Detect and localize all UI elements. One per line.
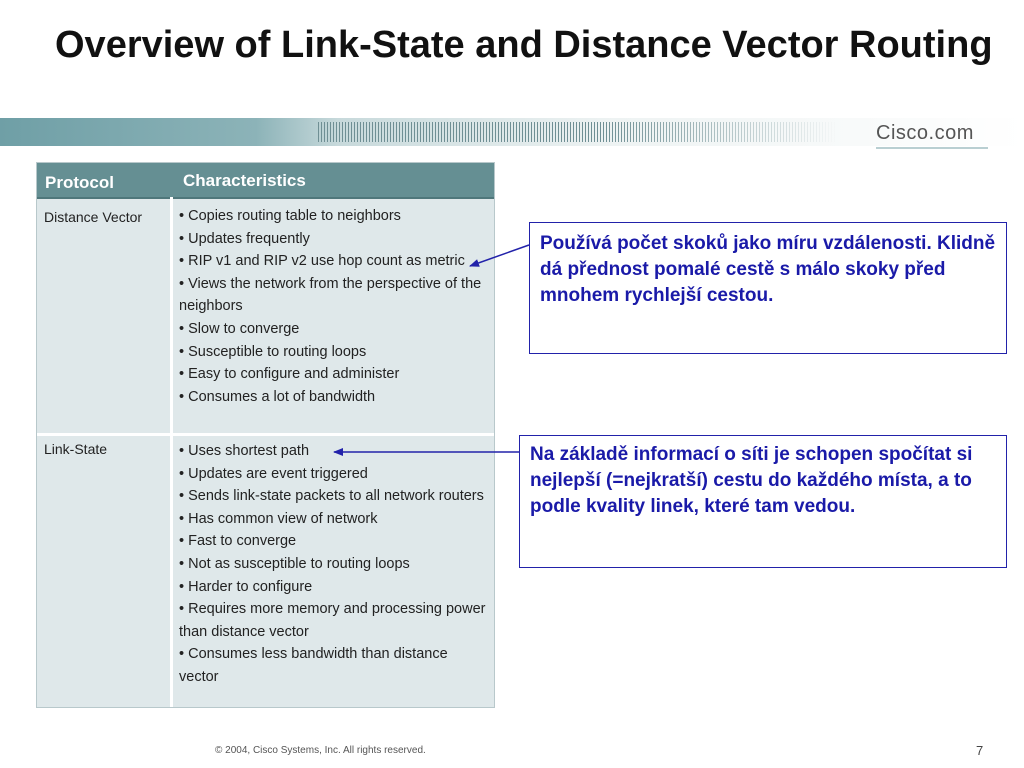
list-item: • Fast to converge (179, 530, 491, 553)
list-item: • Has common view of network (179, 508, 491, 531)
list-item: • RIP v1 and RIP v2 use hop count as metric (179, 250, 491, 273)
list-item: • Consumes less bandwidth than distance vector (179, 643, 491, 688)
list-item: • Susceptible to routing loops (179, 341, 491, 364)
protocol-link-state: Link-State (44, 441, 108, 457)
list-item: • Sends link-state packets to all network routers (179, 485, 491, 508)
page-number: 7 (976, 743, 984, 758)
arrow-to-hop-count (470, 245, 529, 266)
header-protocol: Protocol (45, 173, 114, 192)
list-item: • Easy to configure and administer (179, 363, 491, 386)
list-item: • Requires more memory and processing power than distance vector (179, 598, 491, 643)
brand-logo: Cisco.com (876, 122, 974, 144)
callout-hop-count-note: Používá počet skoků jako míru vzdálenosti. Klidně dá přednost pomalé cestě s málo skoky před mnohem rychlejší cestou. (529, 222, 1007, 354)
list-item: • Not as susceptible to routing loops (179, 553, 491, 576)
list-item: • Harder to configure (179, 576, 491, 599)
header-characteristics: Characteristics (183, 171, 306, 190)
slide-title: Overview of Link-State and Distance Vector Routing (55, 24, 993, 66)
list-item: • Uses shortest path (179, 440, 491, 463)
list-item: • Copies routing table to neighbors (179, 205, 491, 228)
list-item: • Updates frequently (179, 228, 491, 251)
copyright-footer: © 2004, Cisco Systems, Inc. All rights reserved. (215, 745, 426, 756)
list-item: • Consumes a lot of bandwidth (179, 386, 491, 409)
callout-shortest-path-note: Na základě informací o síti je schopen spočítat si nejlepší (=nejkratší) cestu do každého místa, a to podle kvality linek, které tam vedou. (519, 435, 1007, 568)
list-item: • Slow to converge (179, 318, 491, 341)
protocol-distance-vector: Distance Vector (44, 209, 143, 225)
list-item: • Updates are event triggered (179, 463, 491, 486)
list-item: • Views the network from the perspective of the neighbors (179, 273, 491, 318)
